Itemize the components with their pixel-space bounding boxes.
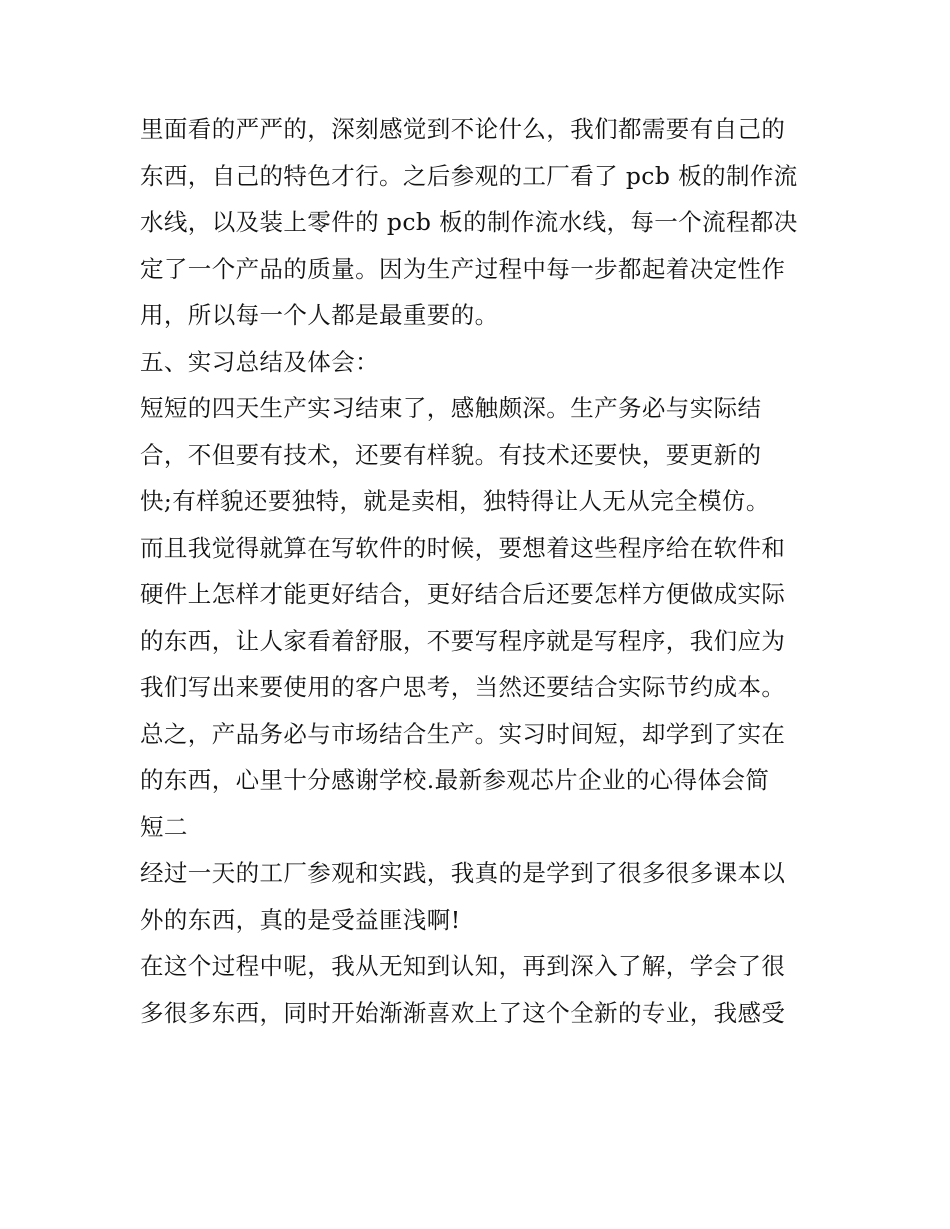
text-line: 多很多东西，同时开始渐渐喜欢上了这个全新的专业，我感受 (140, 998, 786, 1027)
document-page (140, 106, 820, 1036)
text-line: 用，所以每一个人都是最重要的。 (140, 301, 499, 329)
text-line: 经过一天的工厂参观和实践，我真的是学到了很多很多课本以 (140, 859, 786, 887)
text-line: 里面看的严严的，深刻感觉到不论什么，我们都需要有自己的 (140, 115, 786, 143)
text-line: 合，不但要有技术，还要有样貌。有技术还要快，要更新的 (140, 440, 762, 469)
text-line: 快;有样貌还要独特，就是卖相，独特得让人无从完全模仿。 (140, 487, 770, 515)
text-line: 水线，以及装上零件的 pcb 板的制作流水线，每一个流程都决 (140, 208, 798, 236)
text-line: 短短的四天生产实习结束了，感触颇深。生产务必与实际结 (140, 394, 762, 422)
text-line: 东西，自己的特色才行。之后参观的工厂看了 pcb 板的制作流 (140, 161, 798, 190)
text-line: 在这个过程中呢，我从无知到认知，再到深入了解，学会了很 (140, 952, 786, 980)
text-line: 的东西，让人家看着舒服，不要写程序就是写程序，我们应为 (140, 626, 786, 655)
text-line: 而且我觉得就算在写软件的时候，要想着这些程序给在软件和 (140, 533, 786, 562)
text-line: 的东西，心里十分感谢学校.最新参观芯片企业的心得体会简 (140, 766, 770, 794)
text-line: 外的东西，真的是受益匪浅啊! (140, 905, 461, 934)
text-line: 短二 (140, 812, 188, 841)
text-line: 定了一个产品的质量。因为生产过程中每一步都起着决定性作 (140, 254, 786, 283)
text-line: 硬件上怎样才能更好结合，更好结合后还要怎样方便做成实际 (140, 580, 786, 608)
text-line: 我们写出来要使用的客户思考，当然还要结合实际节约成本。 (140, 673, 786, 701)
text-line: 总之，产品务必与市场结合生产。实习时间短，却学到了实在 (140, 719, 786, 748)
section-heading: 五、实习总结及体会： (140, 347, 379, 376)
